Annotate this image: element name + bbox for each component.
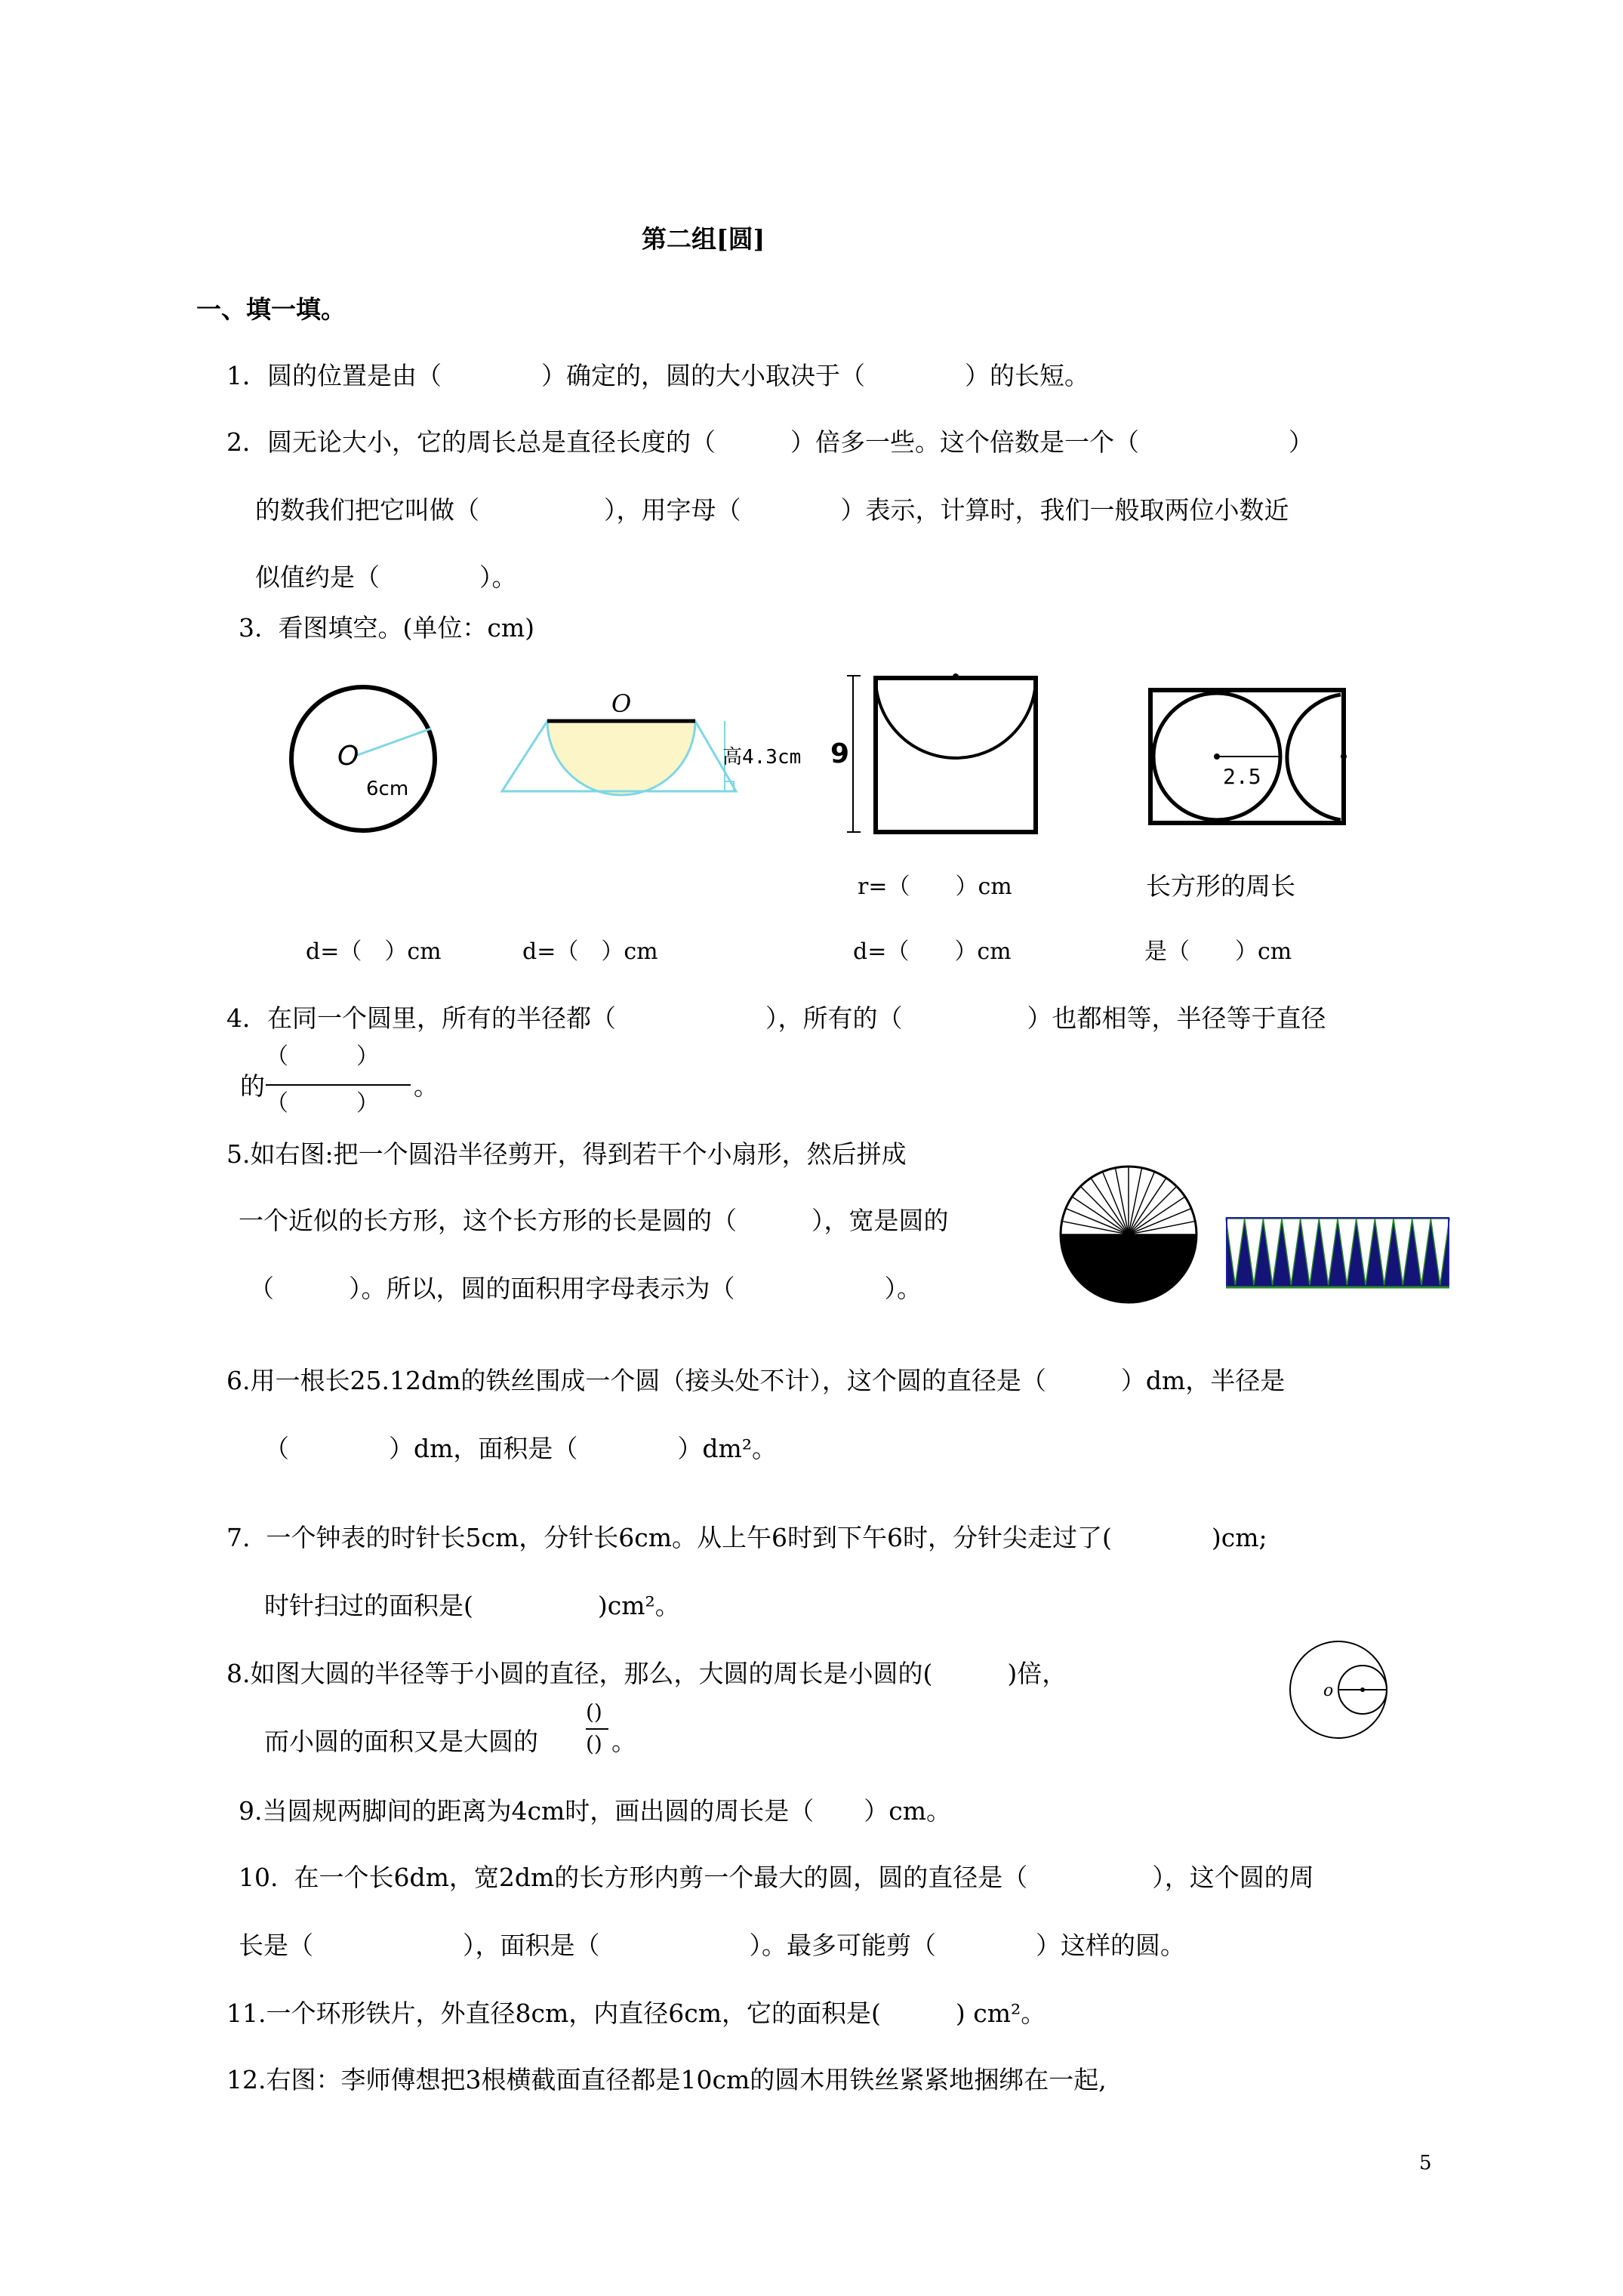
figure-b-answer: d=（ ）cm bbox=[522, 938, 658, 965]
figure-nested-circles bbox=[1289, 1638, 1394, 1744]
question-4-fraction-numerator: （ ） bbox=[266, 1043, 379, 1070]
question-8-suffix: 。 bbox=[611, 1727, 636, 1756]
question-7-line-2: 时针扫过的面积是( )cm²。 bbox=[264, 1591, 680, 1620]
question-4-fraction-bar bbox=[266, 1084, 411, 1086]
page-title: 第二组[圆] bbox=[642, 224, 765, 254]
question-5-line-3: （ ）。所以，圆的面积用字母表示为（ ）。 bbox=[249, 1274, 922, 1303]
question-8-fraction-numerator: () bbox=[586, 1700, 602, 1724]
question-11: 11.一个环形铁片，外直径8cm，内直径6cm，它的面积是( ) cm²。 bbox=[226, 1999, 1046, 2028]
question-12: 12.右图：李师傅想把3根横截面直径都是10cm的圆木用铁丝紧紧地捆绑在一起, bbox=[226, 2065, 1107, 2094]
figure-c-answer-d: d=（ ）cm bbox=[853, 938, 1012, 965]
figure-d-answer-line-1: 长方形的周长 bbox=[1146, 871, 1295, 901]
question-1: 1．圆的位置是由（ ）确定的，圆的大小取决于（ ）的长短。 bbox=[226, 361, 1089, 390]
figure-circle-radius bbox=[283, 683, 457, 842]
sector-spoke bbox=[1129, 1186, 1177, 1234]
figure-a-radius-label: 6cm bbox=[366, 778, 409, 800]
section-heading: 一、填一填。 bbox=[196, 294, 346, 324]
figure-c-answer-r: r=（ ）cm bbox=[858, 874, 1012, 900]
page-number: 5 bbox=[1419, 2152, 1432, 2174]
figure-d-radius-label: 2.5 bbox=[1223, 764, 1261, 789]
question-2-line-2: 的数我们把它叫做（ ），用字母（ ）表示，计算时，我们一般取两位小数近 bbox=[255, 495, 1289, 525]
question-10-line-1: 10. 在一个长6dm，宽2dm的长方形内剪一个最大的圆，圆的直径是（ ），这个圆的周 bbox=[239, 1863, 1314, 1892]
question-2-line-1: 2．圆无论大小，它的周长总是直径长度的（ ）倍多一些。这个倍数是一个（ ） bbox=[226, 427, 1313, 457]
question-8-fraction-denominator: () bbox=[586, 1731, 602, 1756]
question-9: 9.当圆规两脚间的距离为4cm时，画出圆的周长是（ ）cm。 bbox=[239, 1796, 952, 1826]
question-8-line-2: 而小圆的面积又是大圆的 bbox=[264, 1727, 538, 1756]
figure-semicircle-trapezoid bbox=[494, 683, 827, 819]
question-4-line-1: 4．在同一个圆里，所有的半径都（ ），所有的（ ）也都相等，半径等于直径 bbox=[226, 1003, 1326, 1033]
question-6-line-2: （ ）dm，面积是（ ）dm²。 bbox=[264, 1434, 778, 1463]
figure-b-height-label: 高4.3cm bbox=[722, 746, 802, 769]
figure-a-center-label: O bbox=[337, 741, 359, 772]
question-4-prefix: 的 bbox=[240, 1071, 265, 1101]
figure-rearranged-strip bbox=[1226, 1217, 1452, 1290]
question-8-line-1: 8.如图大圆的半径等于小圆的直径，那么，大圆的周长是小圆的( )倍， bbox=[226, 1659, 1067, 1688]
question-7-line-1: 7. 一个钟表的时针长5cm，分针长6cm。从上午6时到下午6时，分针尖走过了( )cm; bbox=[226, 1523, 1267, 1552]
figure-q8-center-label: o bbox=[1323, 1681, 1334, 1700]
figure-c-side-label: 9 bbox=[830, 738, 850, 769]
figure-b-center-label: O bbox=[611, 689, 632, 718]
question-4-suffix: 。 bbox=[414, 1071, 439, 1101]
figure-semicircle-square bbox=[830, 664, 1057, 838]
sector-spoke bbox=[1080, 1186, 1129, 1234]
question-2-line-3: 似值约是（ ）。 bbox=[255, 562, 517, 592]
question-4-fraction-denominator: （ ） bbox=[266, 1090, 379, 1117]
figure-d-answer-line-2: 是（ ）cm bbox=[1144, 938, 1292, 965]
question-5-line-1: 5.如右图:把一个圆沿半径剪开，得到若干个小扇形，然后拼成 bbox=[226, 1139, 907, 1169]
figure-circles-rectangle bbox=[1147, 687, 1351, 838]
figure-a-answer: d=（ ）cm bbox=[306, 938, 442, 965]
question-10-line-2: 长是（ ），面积是（ ）。最多可能剪（ ）这样的圆。 bbox=[239, 1931, 1185, 1960]
question-3: 3. 看图填空。(单位：cm) bbox=[239, 613, 534, 643]
question-6-line-1: 6.用一根长25.12dm的铁丝围成一个圆（接头处不计），这个圆的直径是（ ）dm，半径是 bbox=[226, 1366, 1286, 1395]
question-5-line-2: 一个近似的长方形，这个长方形的长是圆的（ ），宽是圆的 bbox=[239, 1206, 949, 1235]
figure-sectored-circle bbox=[1057, 1163, 1200, 1306]
question-8-fraction-bar bbox=[586, 1728, 608, 1730]
